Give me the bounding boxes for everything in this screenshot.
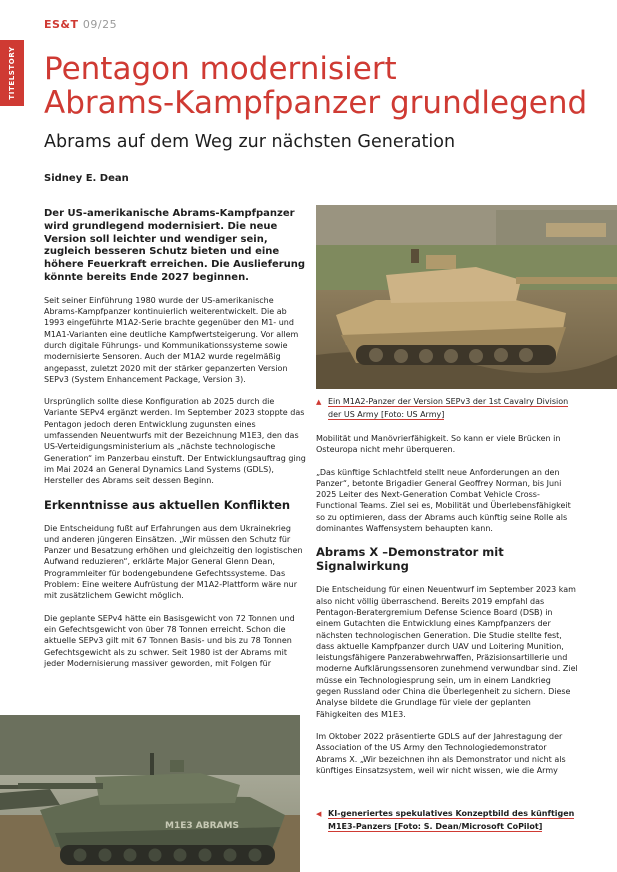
body-paragraph: Im Oktober 2022 präsentierte GDLS auf der Jahrestagung der Association of the US Army den Technologiedemonstrator Abrams X. „Wir bezeichnen ihn als Demonstrator und nicht als künftiges Einsatzsystem, weil wir nicht wissen, wie die Army [316,731,566,775]
body-paragraph: Die geplante SEPv4 hätte ein Basisgewicht von 72 Tonnen und ein Gefechtsgewicht von über 78 Tonnen erreicht. Schon die aktuelle SEPv3 gilt mit 67 Tonnen Basis- und bis zu 78 Tonnen Gefechtsgewicht als zu schwer. Seit 1980 ist der Abrams mit jeder Modernisierung massiver geworden, mit Folgen für [44,613,295,668]
body-paragraph: Mobilität und Manövrierfähigkeit. So kann er viele Brücken in Osteuropa nicht mehr überqueren. [316,434,561,455]
section-label: TITELSTORY [8,46,16,100]
photo-caption-2 [316,808,586,832]
title-line-2: Abrams-Kampfpanzer grundlegend [44,85,588,121]
tank-photo-m1a2 [316,205,617,389]
issue-number: 09/25 [82,18,118,31]
author-byline: Sidney E. Dean [44,173,129,184]
magazine-brand: ES&T [44,18,79,31]
title-line-1: Pentagon modernisiert [44,51,397,87]
tank-photo-m1e3 [0,715,300,872]
section-tab [0,40,24,106]
body-paragraph: „Das künftige Schlachtfeld stellt neue Anforderungen an den Panzer“, betonte Brigadier General Geoffrey Norman, bis Juni 2025 Leiter des Next-Generation Combat Vehicle Cross-Functional Teams. Ziel sei es, Mobilität und Überlebensfähigkeit so zu optimieren, dass der Abrams auch künftig seine Rolle als dominantes Waffensystem behaupten kann. [316,467,571,534]
body-paragraph: Seit seiner Einführung 1980 wurde der US-amerikanische Abrams-Kampfpanzer kontinuierlich weiterentwickelt. Die ab 1993 eingeführte M1A2-Serie brachte gegenüber den M1- und M1A1-Varianten eine deutliche Kampfwertsteigerung. Vor allem durch digitale Führungs- und Kommunikationssysteme sowie modernisierte Sensoren. Auch der M1A2 wurde regelmäßig angepasst, zuletzt 2020 mit der stärker gepanzerten Version SEPv3 (System Enhancement Package, Version 3). [44,295,299,384]
photo-caption-1 [316,396,586,420]
text-column-right [316,433,578,787]
caption-text: Ein M1A2-Panzer der Version SEPv3 der 1st Cavalry Division [328,397,569,406]
tank-concept-illustration [0,715,300,872]
lead-paragraph: Der US-amerikanische Abrams-Kampfpanzer wird grundlegend modernisiert. Die neue Version soll leichter und wendiger sein, zugleich besseren Schutz bieten und eine höhere Feuerkraft erreichen. Die Auslieferung könnte bereits Ende 2027 beginnen. [44,208,306,283]
body-paragraph: Die Entscheidung fußt auf Erfahrungen aus dem Ukrainekrieg und anderen jüngeren Einsätzen. „Wir müssen den Schutz für Panzer und Besatzung erhöhen und gleichzeitig den logistischen Aufwand reduzieren“, erklärte Major General Glenn Dean, Programmleiter für bodengebundene Gefechtssysteme. Das Problem: Eine weitere Aufrüstung der M1A2-Plattform wäre nur mit zusätzlichem Gewicht möglich. [44,523,303,601]
hull-marking: M1E3 ABRAMS [165,821,239,831]
section-heading: Erkenntnisse aus aktuellen Konflikten [44,497,291,512]
caption-text: M1E3-Panzers [Foto: S. Dean/Microsoft CoPilot] [328,821,543,831]
article-subtitle: Abrams auf dem Weg zur nächsten Generation [44,132,456,152]
tank-illustration [316,205,617,389]
section-heading: Abrams X –Demonstrator mit Signalwirkung [316,545,504,574]
body-paragraph: Die Entscheidung für einen Neuentwurf im September 2023 kam also nicht völlig überraschend. Bereits 2019 empfahl das Pentagon-Beratergremium Defense Science Board (DSB) in einem Gutachten die Entwicklung eines Kampfpanzers der nächsten technologischen Generation. Die Studie stellte fest, dass aktuelle Kampfpanzer durch UAV und Loitering Munition, leistungsfähigere Panzerabwehrwaffen, Präzisionsartillerie und moderne Aufklärungssensoren zunehmend verwundbar sind. Ziel müsse ein Technologiesprung sein, um in einem Landkrieg gegen Russland oder China die Überlegenheit zu sichern. Diese Analyse bildete die Grundlage für viele der geplanten Fähigkeiten des M1E3. [316,585,578,719]
caption-text: der US Army [Foto: US Army] [328,409,445,419]
page-header [44,18,117,31]
triangle-left-icon: ◀ [316,810,322,818]
body-paragraph: Ursprünglich sollte diese Konfiguration ab 2025 durch die Variante SEPv4 ergänzt werden. Im September 2023 stoppte das Pentagon jedoch deren Entwicklung zugunsten eines umfassenden Neuentwurfs mit der Bezeichnung M1E3, den das US-Verteidigungsministerium als „nächste technologische Generation“ im Panzerbau einstuft. Der Entwicklungsauftrag ging im Mai 2024 an General Dynamics Land Systems (GDLS), Hersteller des Abrams seit dessen Beginn. [44,397,306,486]
text-column-left [44,208,306,680]
triangle-up-icon: ▲ [316,398,322,406]
article-title [44,52,604,120]
caption-text: KI-generiertes spekulatives Konzeptbild des künftigen [328,809,575,818]
